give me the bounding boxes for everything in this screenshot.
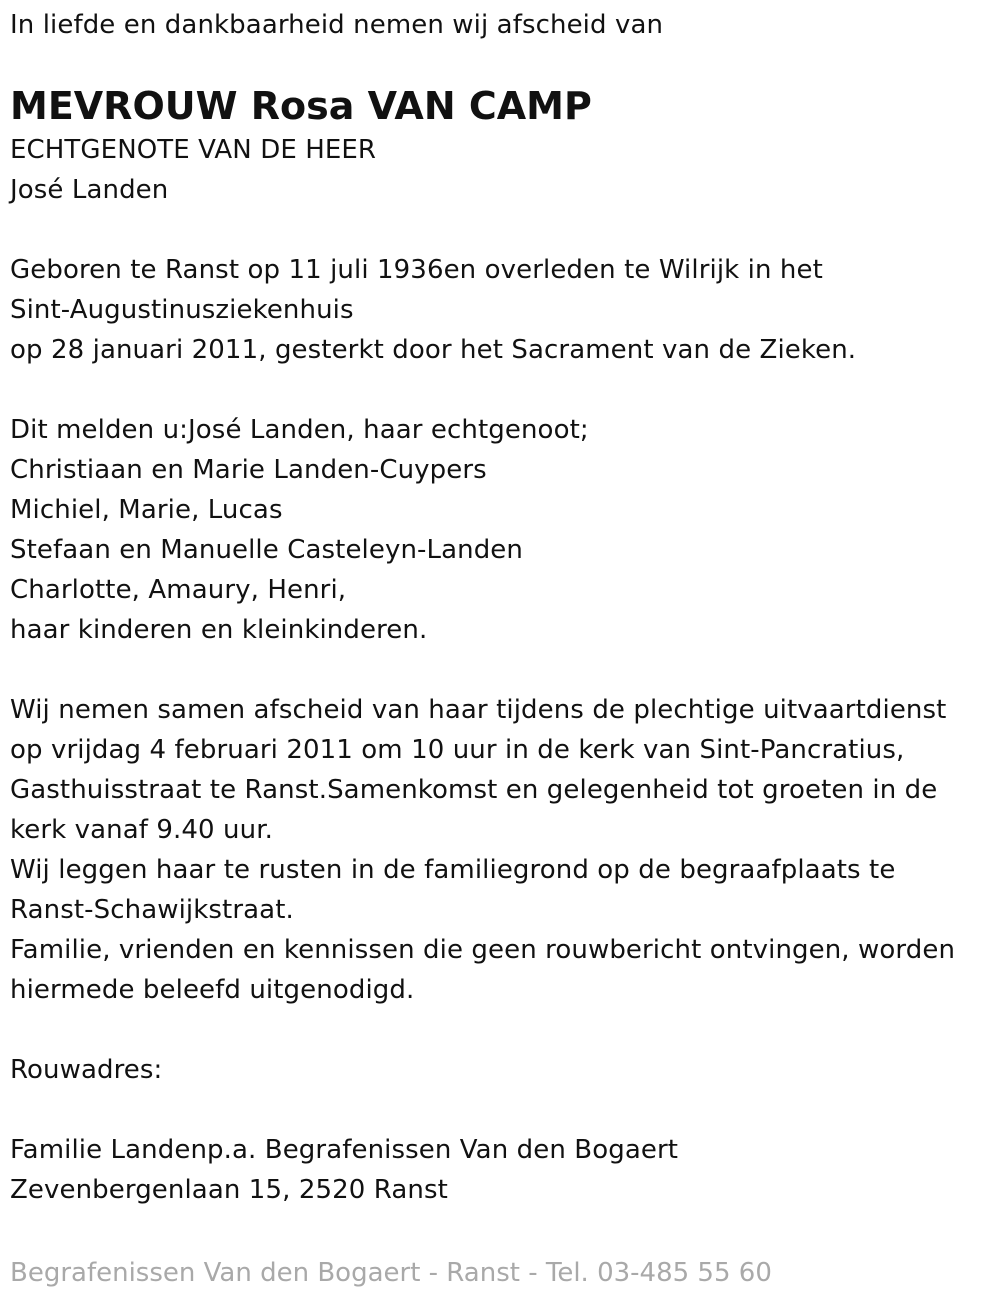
funeral-home-footer: Begrafenissen Van den Bogaert - Ranst - Tel. 03-485 55 60 [10, 1258, 772, 1288]
service-paragraph [10, 690, 985, 1010]
spouse-name: José Landen [10, 175, 169, 205]
deceased-name: MEVROUW Rosa VAN CAMP [10, 84, 592, 128]
paragraph-line: Christiaan en Marie Landen-Cuypers [10, 455, 487, 485]
paragraph-line: op vrijdag 4 februari 2011 om 10 uur in de kerk van Sint-Pancratius, [10, 735, 905, 765]
spacer [10, 370, 985, 410]
spacer [10, 1090, 985, 1130]
paragraph-line: Geboren te Ranst op 11 juli 1936en overleden te Wilrijk in het [10, 255, 823, 285]
intro-line: In liefde en dankbaarheid nemen wij afscheid van [10, 10, 664, 40]
paragraph-line: Charlotte, Amaury, Henri, [10, 575, 347, 605]
obituary-notice [10, 0, 985, 1210]
paragraph-line: Gasthuisstraat te Ranst.Samenkomst en gelegenheid tot groeten in de [10, 775, 938, 805]
paragraph-line: Dit melden u:José Landen, haar echtgenoot; [10, 415, 589, 445]
paragraph-line: Michiel, Marie, Lucas [10, 495, 283, 525]
paragraph-line: Wij nemen samen afscheid van haar tijdens de plechtige uitvaartdienst [10, 695, 947, 725]
spacer [10, 210, 985, 250]
paragraph-line: Ranst-Schawijkstraat. [10, 895, 294, 925]
paragraph-line: Sint-Augustinusziekenhuis [10, 295, 354, 325]
birth-death-paragraph [10, 250, 985, 370]
spacer [10, 1010, 985, 1050]
paragraph-line: Stefaan en Manuelle Casteleyn-Landen [10, 535, 523, 565]
paragraph-line: Wij leggen haar te rusten in de familiegrond op de begraafplaats te [10, 855, 896, 885]
spacer [10, 650, 985, 690]
paragraph-line: hiermede beleefd uitgenodigd. [10, 975, 415, 1005]
announcers-paragraph [10, 410, 985, 650]
paragraph-line: haar kinderen en kleinkinderen. [10, 615, 428, 645]
paragraph-line: Familie, vrienden en kennissen die geen rouwbericht ontvingen, worden [10, 935, 956, 965]
paragraph-line: kerk vanaf 9.40 uur. [10, 815, 273, 845]
relation-line: ECHTGENOTE VAN DE HEER [10, 135, 377, 165]
paragraph-line: op 28 januari 2011, gesterkt door het Sacrament van de Zieken. [10, 335, 857, 365]
address-line: Zevenbergenlaan 15, 2520 Ranst [10, 1175, 448, 1205]
address-line: Familie Landenp.a. Begrafenissen Van den Bogaert [10, 1135, 679, 1165]
mourning-address-label: Rouwadres: [10, 1055, 163, 1085]
mourning-address [10, 1130, 985, 1210]
